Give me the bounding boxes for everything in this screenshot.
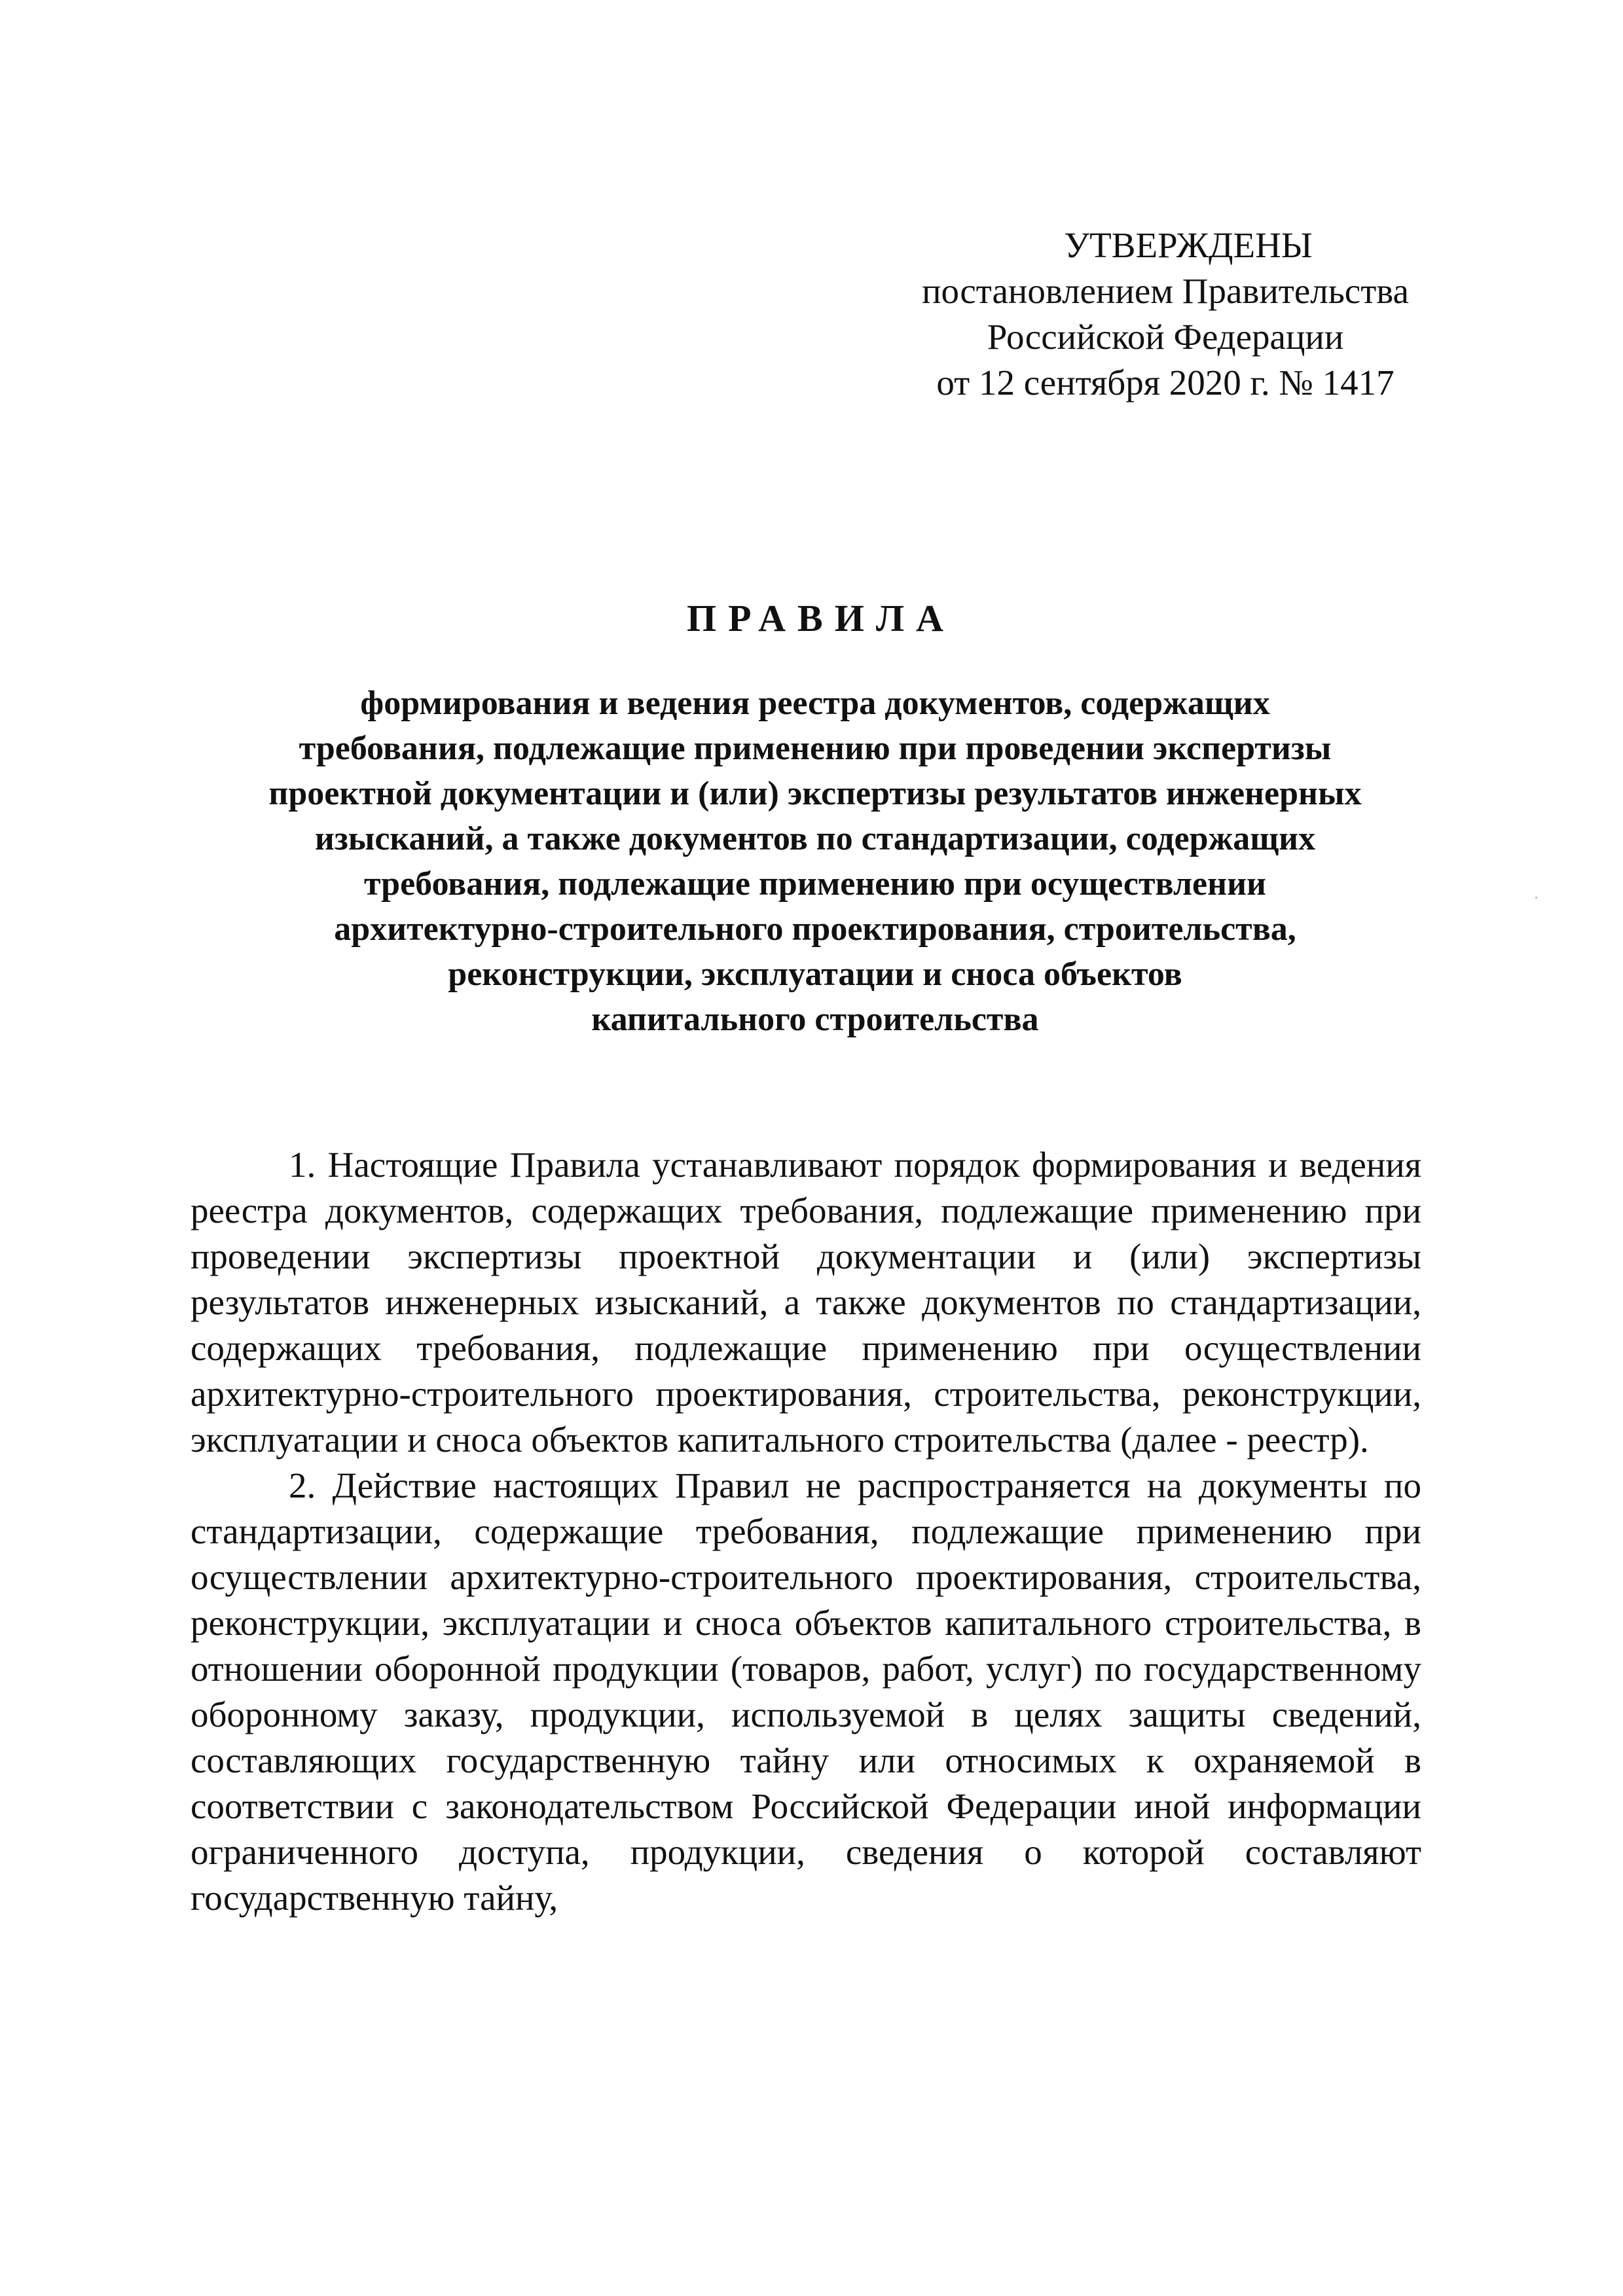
title-block [170,592,1460,1042]
approval-block [877,223,1453,406]
approval-line-country: Российской Федерации [987,317,1344,357]
approval-title: УТВЕРЖДЕНЫ [1064,225,1313,265]
paragraph-1: 1. Настоящие Правила устанавливают порядок формирования и ведения реестра документов, содержащих требования, подлежащие применению при проведении экспертизы проектной документации и (или) экспертизы результатов инженерных изысканий, а также документов по стандартизации, содержащих требования, подлежащие применению при осуществлении архитектурно-строительного проектирования, строительства, реконструкции, эксплуатации и сноса объектов капитального строительства (далее - реестр). [191,1145,1421,1460]
approval-line-date-number: от 12 сентября 2020 г. № 1417 [936,363,1395,403]
document-body [191,1142,1421,1921]
scan-speck [1535,897,1537,899]
approval-line-decree: постановлением Правительства [922,271,1409,311]
paragraph-2: 2. Действие настоящих Правил не распространяется на документы по стандартизации, содержащие требования, подлежащие применению при осуществлении архитектурно-строительного проектирования, строительства, реконструкции, эксплуатации и сноса объектов капитального строительства, в отношении оборонной продукции (товаров, работ, услуг) по государственному оборонному заказу, продукции, используемой в целях защиты сведений, составляющих государственную тайну или относимых к охраняемой в соответствии с законодательством Российской Федерации иной информации ограниченного доступа, продукции, сведения о которой составляют государственную тайну, [191,1465,1421,1918]
document-subtitle: формирования и ведения реестра документов, содержащих требования, подлежащие применению при проведении экспертизы проектной документации и (или) экспертизы результатов инженерных изысканий, а также документов по стандартизации, содержащих требования, подлежащие применению при осуществлении архитектурно-строительного проектирования, строительства, реконструкции, эксплуатации и сноса объектов капитального строительства [268,685,1362,1038]
document-title: ПРАВИЛА [687,597,955,639]
